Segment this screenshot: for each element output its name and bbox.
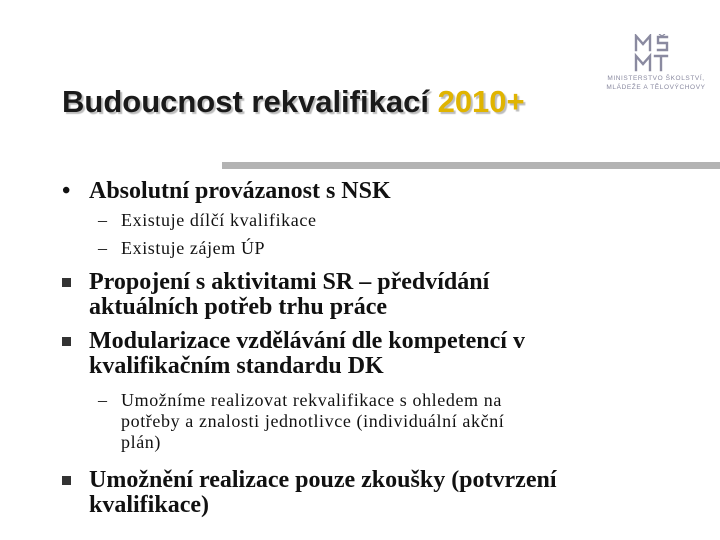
bullet-1	[89, 179, 391, 204]
bullet-2-line-1: Propojení s aktivitami SR – předvídání	[89, 269, 490, 295]
bullet-3-sub-1-line-2: potřeby a znalosti jednotlivce (individuální akční	[121, 411, 505, 431]
sub-bullet-dash-icon: –	[98, 238, 107, 258]
title-main: Budoucnost rekvalifikací	[62, 84, 429, 119]
slide-title	[62, 84, 525, 120]
bullet-1-sub-2	[121, 238, 265, 259]
bullet-4-line-2: kvalifikace)	[89, 492, 209, 518]
bullet-3-line-1: Modularizace vzdělávání dle kompetencí v	[89, 328, 525, 354]
bullet-1-sub-1	[121, 210, 317, 231]
msmt-logo-icon	[633, 34, 679, 72]
bullet-3-sub-1	[121, 390, 504, 453]
bullet-dot-icon: •	[62, 178, 71, 204]
logo-line-1: MINISTERSTVO ŠKOLSTVÍ,	[607, 75, 705, 82]
bullet-4-line-1: Umožnění realizace pouze zkoušky (potvrzení	[89, 467, 557, 493]
bullet-3-sub-1-line-3: plán)	[121, 432, 161, 452]
msmt-logo	[600, 28, 712, 98]
bullet-2	[89, 270, 489, 320]
sub-bullet-dash-icon: –	[98, 210, 107, 230]
title-accent: 2010+	[437, 84, 525, 119]
title-divider	[222, 162, 720, 169]
bullet-1-line-1: Absolutní provázanost s NSK	[89, 178, 391, 204]
bullet-3-line-2: kvalifikačním standardu DK	[89, 353, 384, 379]
bullet-4	[89, 468, 557, 518]
bullet-3-sub-1-line-1: Umožníme realizovat rekvalifikace s ohledem na	[121, 390, 502, 410]
bullet-3	[89, 329, 525, 379]
sub-bullet-dash-icon: –	[98, 390, 107, 410]
logo-line-2: MLÁDEŽE A TĚLOVÝCHOVY	[606, 84, 706, 91]
bullet-1-sub-1-line-1: Existuje dílčí kvalifikace	[121, 210, 317, 230]
bullet-2-line-2: aktuálních potřeb trhu práce	[89, 294, 388, 320]
bullet-1-sub-2-line-1: Existuje zájem ÚP	[121, 238, 266, 258]
bullet-square-icon	[62, 337, 71, 346]
bullet-square-icon	[62, 278, 71, 287]
bullet-square-icon	[62, 476, 71, 485]
